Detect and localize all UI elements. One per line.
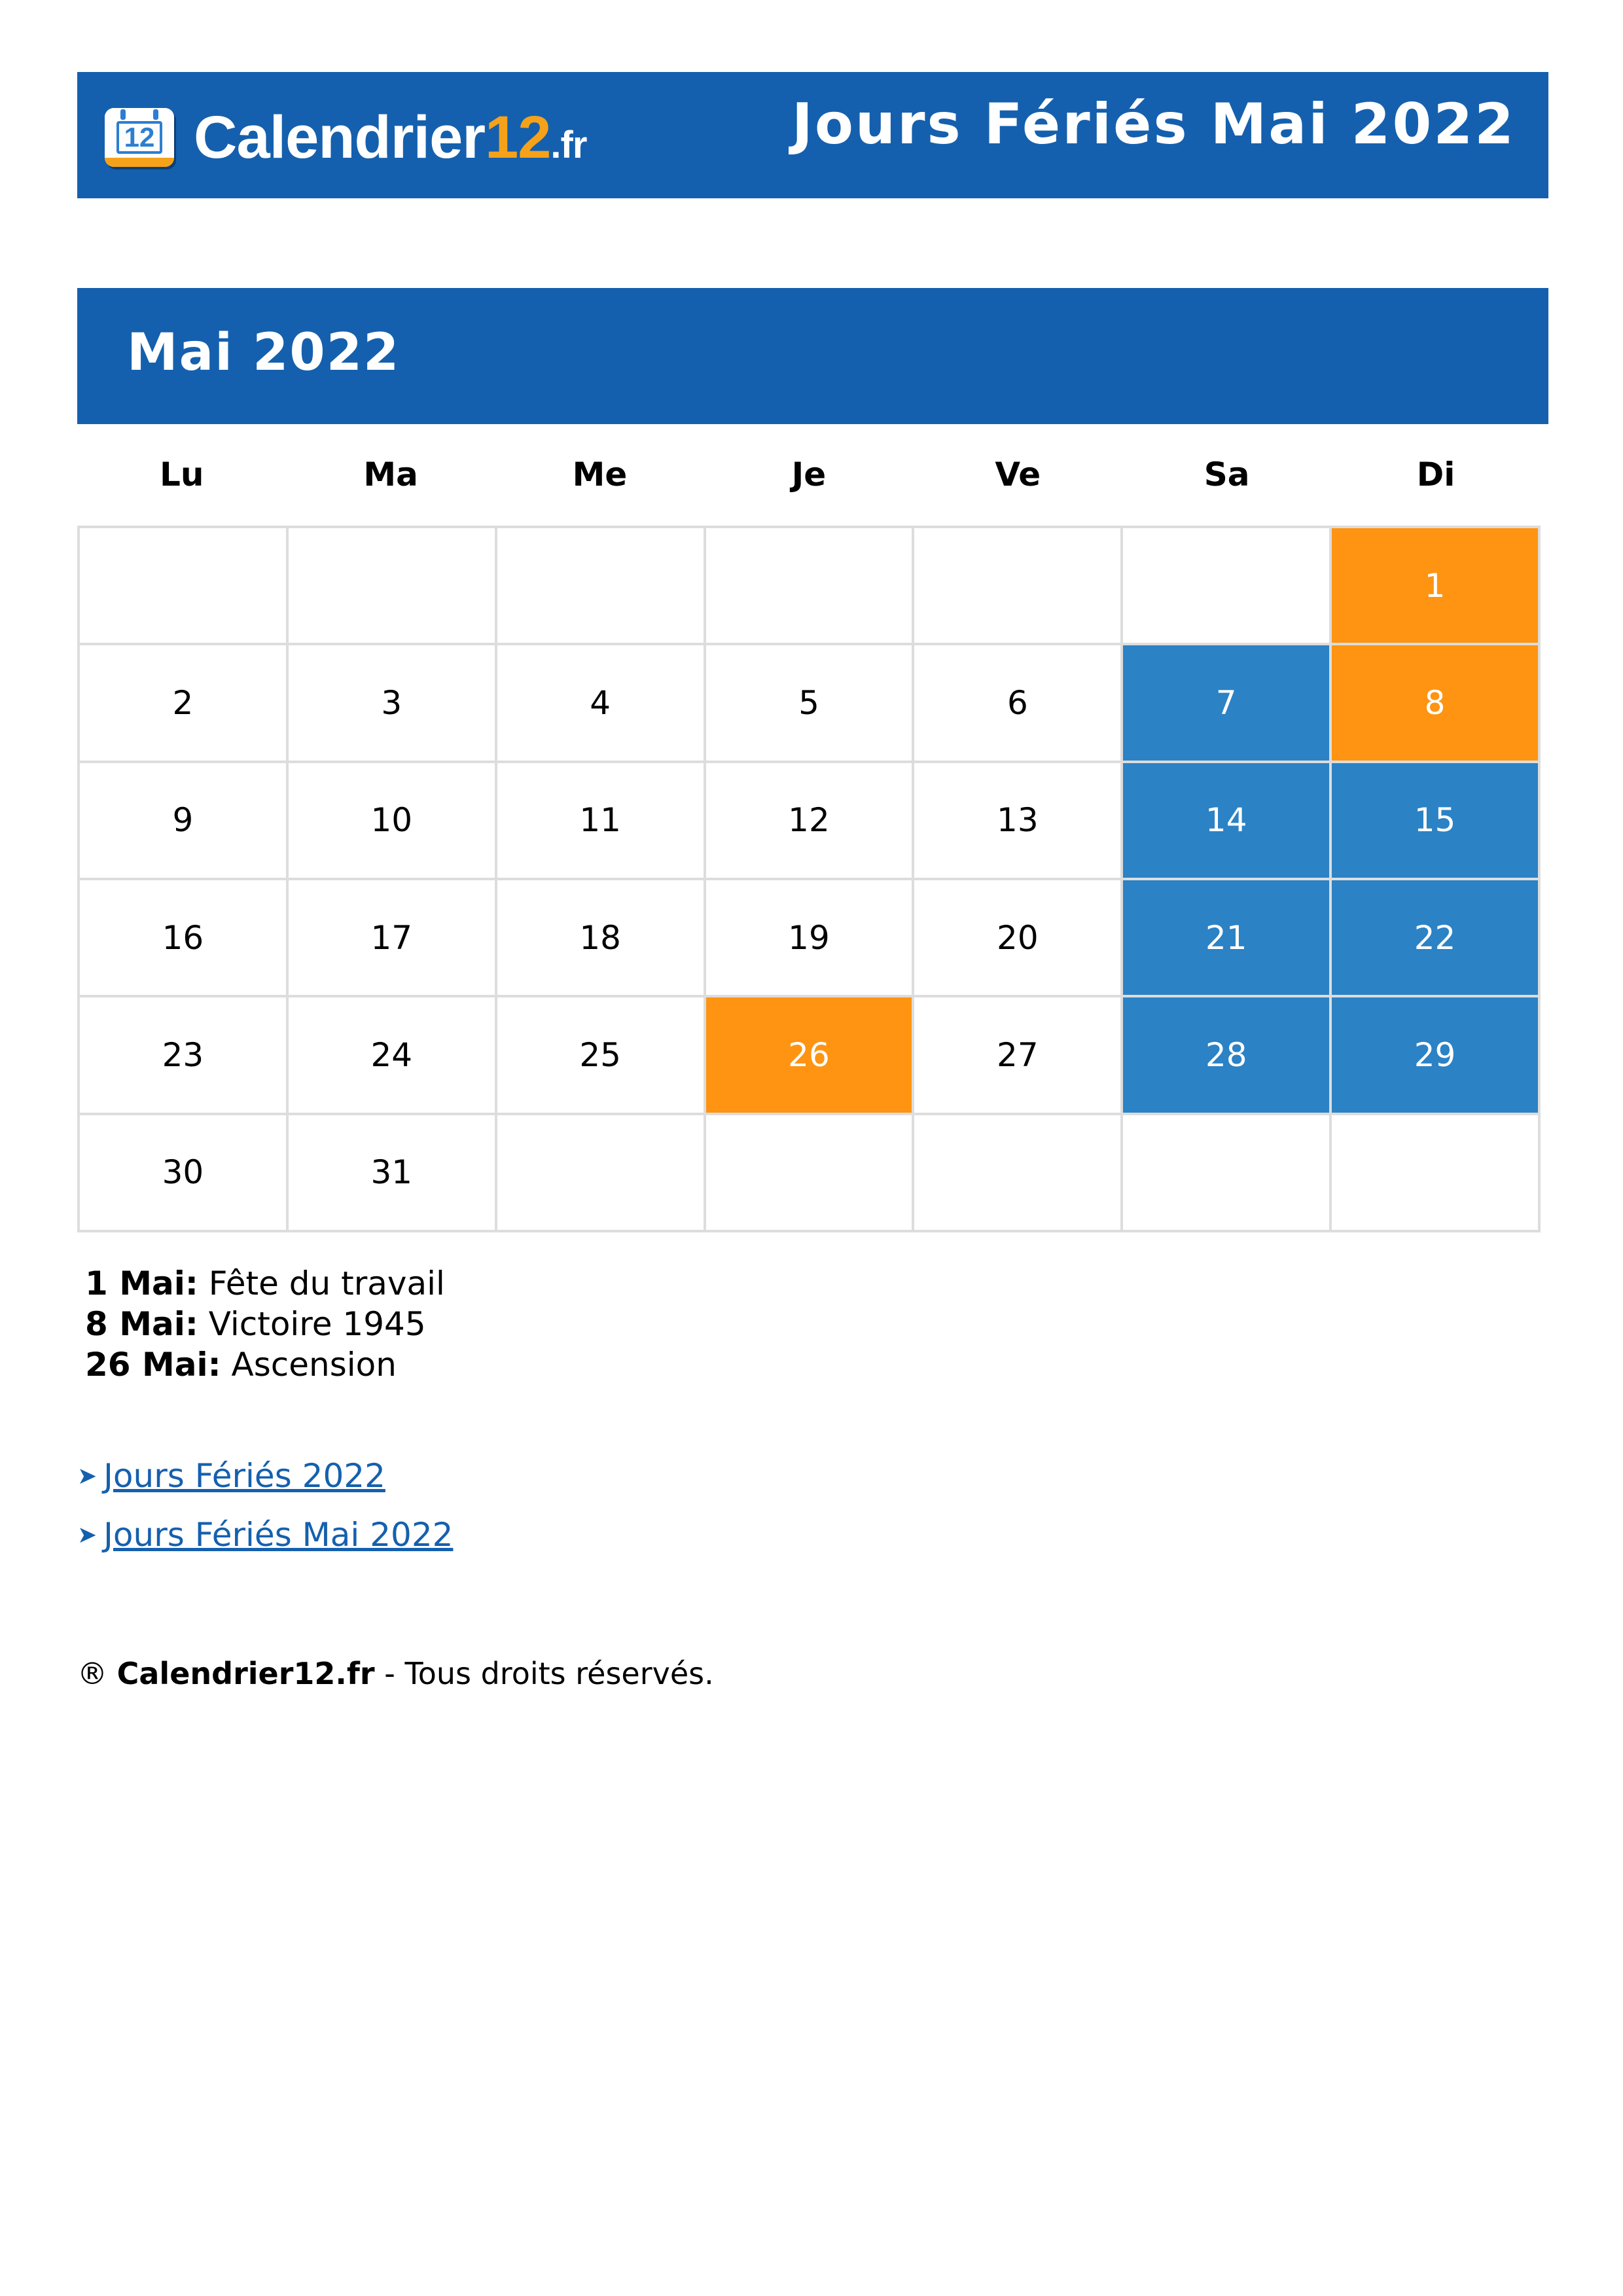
calendar-logo-icon (105, 108, 174, 167)
day-cell[interactable]: 19 (706, 880, 915, 997)
footer (77, 1656, 714, 1691)
day-cell[interactable]: 9 (80, 763, 289, 880)
weekday-header-row (77, 452, 1541, 497)
weekday-label: Ma (363, 456, 418, 493)
day-cell[interactable]: 24 (289, 997, 497, 1115)
day-cell[interactable]: 23 (80, 997, 289, 1115)
day-cell[interactable]: 17 (289, 880, 497, 997)
holiday-day-cell[interactable]: 1 (1332, 528, 1541, 645)
month-title: Mai 2022 (127, 323, 401, 382)
day-cell[interactable]: 10 (289, 763, 497, 880)
empty-day-cell (1123, 528, 1332, 645)
weekend-day-cell[interactable]: 22 (1332, 880, 1541, 997)
holiday-date: 8 Mai: (85, 1305, 198, 1343)
empty-day-cell (289, 528, 497, 645)
day-cell[interactable]: 27 (914, 997, 1123, 1115)
link-item (77, 1505, 453, 1564)
weekend-day-cell[interactable]: 14 (1123, 763, 1332, 880)
arrow-right-icon: ➤ (77, 1521, 98, 1549)
day-cell[interactable]: 6 (914, 645, 1123, 762)
weekend-day-cell[interactable]: 29 (1332, 997, 1541, 1115)
day-cell[interactable]: 13 (914, 763, 1123, 880)
holiday-day-cell[interactable]: 8 (1332, 645, 1541, 762)
page-title: Jours Fériés Mai 2022 (791, 92, 1516, 157)
empty-day-cell (914, 528, 1123, 645)
day-cell[interactable]: 2 (80, 645, 289, 762)
arrow-right-icon: ➤ (77, 1462, 98, 1490)
holiday-day-cell[interactable]: 26 (706, 997, 915, 1115)
month-header (77, 288, 1548, 424)
weekend-day-cell[interactable]: 7 (1123, 645, 1332, 762)
day-cell[interactable]: 20 (914, 880, 1123, 997)
day-cell[interactable]: 12 (706, 763, 915, 880)
link-jours-feries-2022[interactable]: Jours Fériés 2022 (103, 1457, 385, 1495)
day-cell[interactable]: 4 (497, 645, 706, 762)
holiday-list (85, 1263, 445, 1385)
day-cell[interactable]: 3 (289, 645, 497, 762)
empty-day-cell (80, 528, 289, 645)
logo-text (194, 104, 587, 171)
holiday-name: Victoire 1945 (208, 1305, 426, 1343)
logo-name-accent: 12 (485, 104, 551, 171)
calendar-grid (77, 526, 1541, 1232)
weekday-label: Ve (995, 456, 1041, 493)
header-bar (77, 72, 1548, 198)
weekday-label: Di (1416, 456, 1455, 493)
weekend-day-cell[interactable]: 15 (1332, 763, 1541, 880)
link-item (77, 1446, 453, 1505)
weekday-label: Sa (1204, 456, 1250, 493)
footer-text: - Tous droits réservés. (384, 1656, 714, 1691)
empty-day-cell (1332, 1115, 1541, 1232)
empty-day-cell (706, 1115, 915, 1232)
day-cell[interactable]: 16 (80, 880, 289, 997)
holiday-item (85, 1304, 445, 1344)
link-jours-feries-mai-2022[interactable]: Jours Fériés Mai 2022 (103, 1516, 454, 1554)
weekend-day-cell[interactable]: 21 (1123, 880, 1332, 997)
site-logo[interactable] (105, 105, 586, 170)
day-cell[interactable]: 31 (289, 1115, 497, 1232)
logo-name-prefix: Calendrier (194, 104, 486, 171)
empty-day-cell (497, 1115, 706, 1232)
registered-icon: ® (77, 1656, 107, 1691)
empty-day-cell (1123, 1115, 1332, 1232)
footer-brand: Calendrier12.fr (116, 1656, 375, 1691)
weekday-label: Me (572, 456, 628, 493)
holiday-name: Ascension (231, 1346, 397, 1384)
logo-name-suffix: .fr (550, 124, 587, 166)
holiday-date: 1 Mai: (85, 1265, 198, 1302)
holiday-item (85, 1344, 445, 1385)
logo-icon-number: 12 (116, 121, 162, 154)
day-cell[interactable]: 30 (80, 1115, 289, 1232)
day-cell[interactable]: 11 (497, 763, 706, 880)
related-links (77, 1446, 453, 1564)
holiday-item (85, 1263, 445, 1304)
empty-day-cell (706, 528, 915, 645)
holiday-name: Fête du travail (208, 1265, 445, 1302)
weekday-label: Je (791, 456, 827, 493)
weekday-label: Lu (159, 456, 204, 493)
empty-day-cell (914, 1115, 1123, 1232)
day-cell[interactable]: 25 (497, 997, 706, 1115)
holiday-date: 26 Mai: (85, 1346, 221, 1384)
day-cell[interactable]: 18 (497, 880, 706, 997)
day-cell[interactable]: 5 (706, 645, 915, 762)
weekend-day-cell[interactable]: 28 (1123, 997, 1332, 1115)
empty-day-cell (497, 528, 706, 645)
